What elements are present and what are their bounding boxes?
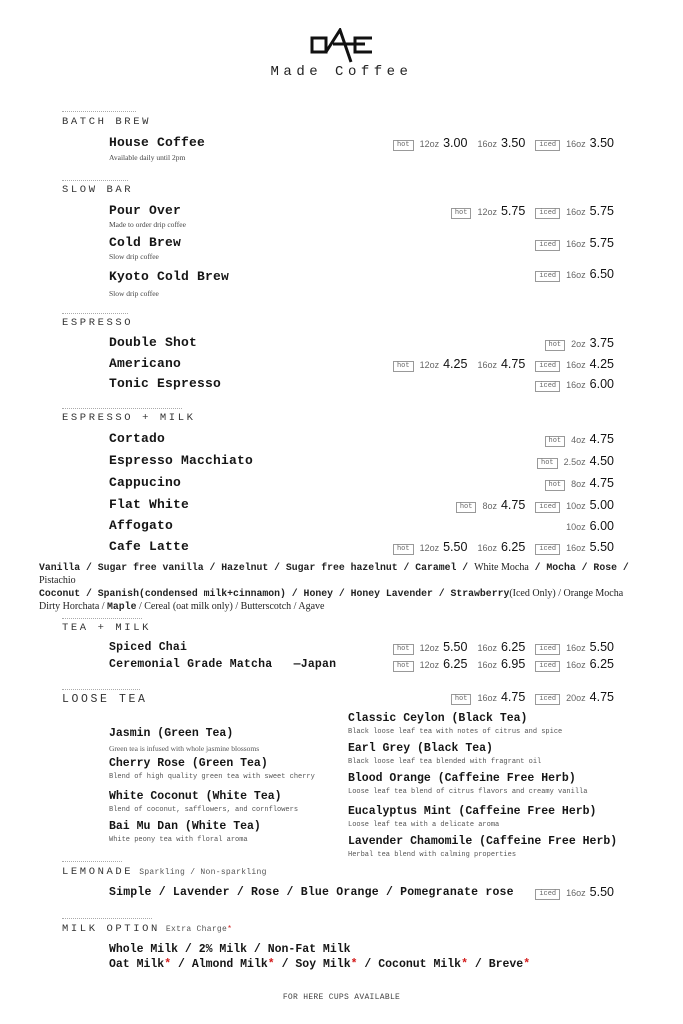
size: 2.5oz [563, 457, 586, 467]
tea-name: Earl Grey (Black Tea) [348, 742, 493, 755]
price: 4.25 [589, 357, 614, 371]
price: 4.75 [589, 690, 614, 704]
menu-item-desc: Made to order drip coffee [109, 220, 186, 229]
syrup-text: (Iced Only) / Orange Mocha [509, 588, 624, 599]
section-title-text: MILK OPTION [62, 923, 160, 935]
brand-logo [0, 28, 683, 64]
price: 6.25 [589, 657, 614, 671]
section-decoration [62, 111, 136, 114]
hot-tag: hot [393, 661, 414, 672]
menu-item-name: Flat White [109, 497, 190, 512]
iced-tag: iced [535, 502, 560, 513]
menu-item-name: Cold Brew [109, 235, 182, 250]
price: 5.00 [589, 498, 614, 512]
menu-item-name: Spiced Chai [109, 641, 188, 654]
size: 20oz [566, 693, 586, 703]
menu-item-name: Tonic Espresso [109, 376, 222, 391]
tea-desc: Blend of coconut, safflowers, and cornflowers [109, 806, 299, 814]
price: 4.75 [500, 498, 526, 512]
price-block [535, 885, 614, 901]
section-subtitle [166, 925, 232, 934]
iced-tag: iced [535, 240, 560, 251]
price: 5.50 [589, 885, 614, 899]
hot-tag: hot [393, 544, 414, 555]
price-block [566, 519, 614, 533]
size: 4oz [571, 435, 586, 445]
iced-tag: iced [535, 381, 560, 392]
size: 16oz [566, 660, 586, 670]
syrup-text: Coconut / Spanish(condensed milk+cinnamon) / Honey / Honey Lavender / Strawberry [39, 588, 510, 599]
price: 5.50 [443, 640, 468, 654]
tea-desc: White peony tea with floral aroma [109, 836, 248, 844]
menu-item-name: Cappucino [109, 475, 182, 490]
section-decoration [62, 313, 128, 316]
syrup-line [39, 600, 649, 613]
size: 12oz [419, 643, 440, 653]
menu-item-name: Double Shot [109, 335, 198, 350]
price-block [535, 236, 614, 252]
milk-option: Breve [488, 958, 524, 971]
section-subtitle: Sparkling / Non-sparkling [139, 868, 267, 877]
tea-desc: Black loose leaf tea blended with fragrant oil [348, 758, 542, 766]
menu-item-name: Ceremonial Grade Matcha —Japan [109, 658, 337, 671]
size: 16oz [477, 543, 497, 553]
syrup-text: Dirty Horchata / [39, 601, 108, 612]
menu-item-name: Cafe Latte [109, 539, 190, 554]
menu-item-name: Espresso Macchiato [109, 453, 254, 468]
size: 16oz [566, 380, 586, 390]
iced-tag: iced [535, 644, 560, 655]
price: 5.50 [589, 640, 614, 654]
size: 12oz [419, 660, 440, 670]
section-decoration [62, 618, 142, 621]
size: 16oz [566, 643, 586, 653]
menu-item-name: House Coffee [109, 135, 206, 150]
size: 16oz [477, 139, 497, 149]
menu-item-name: Americano [109, 356, 182, 371]
asterisk-icon: * [164, 958, 172, 971]
size: 12oz [419, 360, 440, 370]
menu-item-desc: Slow drip coffee [109, 252, 159, 261]
size: 16oz [566, 207, 586, 217]
price-block [545, 476, 614, 492]
tea-name: Eucalyptus Mint (Caffeine Free Herb) [348, 805, 597, 818]
price: 6.95 [500, 657, 526, 671]
tea-desc: Green tea is infused with whole jasmine blossoms [109, 744, 260, 753]
hot-tag: hot [451, 694, 472, 705]
price-block [393, 540, 614, 556]
price: 3.50 [589, 136, 614, 150]
price-block [393, 640, 614, 656]
price: 4.75 [589, 432, 614, 446]
size: 8oz [571, 479, 586, 489]
syrup-text: Maple [107, 601, 137, 612]
price: 3.75 [589, 336, 614, 350]
asterisk-icon: * [523, 958, 531, 971]
tea-name: White Coconut (White Tea) [109, 790, 282, 803]
section-decoration [62, 408, 182, 411]
hot-tag: hot [393, 644, 414, 655]
hot-tag: hot [456, 502, 477, 513]
iced-tag: iced [535, 208, 560, 219]
hot-tag: hot [451, 208, 472, 219]
menu-item-desc: Available daily until 2pm [109, 153, 186, 162]
price-block [537, 454, 614, 470]
footer-note: FOR HERE CUPS AVAILABLE [282, 993, 401, 1002]
dac-logo-icon [309, 28, 375, 64]
price: 5.75 [589, 204, 614, 218]
syrup-text: Vanilla / Sugar free vanilla / Hazelnut / Sugar free hazelnut / Caramel / [39, 562, 475, 573]
price: 3.50 [500, 136, 526, 150]
price: 4.50 [589, 454, 614, 468]
section-title-milk-option [62, 923, 232, 935]
extra-milk-list [109, 958, 530, 971]
size: 10oz [566, 501, 586, 511]
size: 16oz [566, 543, 586, 553]
size: 2oz [571, 339, 586, 349]
price-block [535, 267, 614, 283]
tea-name: Bai Mu Dan (White Tea) [109, 820, 261, 833]
size: 16oz [477, 360, 497, 370]
hot-tag: hot [537, 458, 558, 469]
menu-item-name: Pour Over [109, 203, 182, 218]
price: 6.00 [589, 377, 614, 391]
section-decoration [62, 861, 122, 864]
price: 6.00 [589, 519, 614, 533]
subtitle-text: Extra Charge [165, 925, 228, 934]
asterisk-icon: * [267, 958, 275, 971]
price-block [393, 357, 614, 373]
price: 5.75 [589, 236, 614, 250]
syrup-line [39, 561, 649, 587]
iced-tag: iced [535, 694, 560, 705]
size: 16oz [566, 270, 586, 280]
price: 6.25 [500, 540, 526, 554]
iced-tag: iced [535, 661, 560, 672]
price: 4.75 [500, 357, 526, 371]
tea-desc: Herbal tea blend with calming properties [348, 851, 517, 859]
asterisk-icon: * [350, 958, 358, 971]
menu-item-name: Cortado [109, 431, 166, 446]
size: 16oz [566, 888, 586, 898]
price: 3.00 [443, 136, 468, 150]
syrup-text: White Mocha [474, 562, 529, 573]
tea-name: Classic Ceylon (Black Tea) [348, 712, 528, 725]
hot-tag: hot [545, 340, 566, 351]
size: 8oz [482, 501, 497, 511]
size: 12oz [477, 207, 497, 217]
price: 6.50 [589, 267, 614, 281]
section-title-lemonade [62, 866, 267, 878]
milk-option: Oat Milk [109, 958, 165, 971]
size: 12oz [419, 139, 440, 149]
menu-item-desc: Slow drip coffee [109, 289, 159, 298]
iced-tag: iced [535, 544, 560, 555]
section-title-espresso: ESPRESSO [62, 317, 134, 329]
size: 16oz [477, 643, 497, 653]
milk-option: Almond Milk [191, 958, 268, 971]
hot-tag: hot [393, 361, 414, 372]
section-decoration [62, 918, 152, 921]
iced-tag: iced [535, 271, 560, 282]
standard-milk-list: Whole Milk / 2% Milk / Non-Fat Milk [109, 943, 351, 956]
asterisk-icon: * [227, 925, 233, 934]
size: 12oz [419, 543, 440, 553]
separator: / [171, 958, 192, 971]
size: 16oz [566, 139, 586, 149]
price: 5.75 [500, 204, 526, 218]
price-block [451, 690, 614, 706]
hot-tag: hot [393, 140, 414, 151]
iced-tag: iced [535, 889, 560, 900]
section-title-batch-brew: BATCH BREW [62, 116, 152, 128]
size: 16oz [477, 660, 497, 670]
size: 16oz [477, 693, 497, 703]
syrup-text: Pistachio [39, 575, 76, 586]
tea-name: Jasmin (Green Tea) [109, 727, 234, 740]
milk-option: Soy Milk [295, 958, 351, 971]
price-block [393, 136, 614, 152]
hot-tag: hot [545, 480, 566, 491]
syrup-text: / Cereal (oat milk only) / Butterscotch / Agave [136, 601, 325, 612]
syrup-text: / Mocha / Rose / [528, 562, 629, 573]
lemonade-flavors: Simple / Lavender / Rose / Blue Orange / Pomegranate rose [109, 886, 514, 899]
price-block [456, 498, 614, 514]
separator: / [467, 958, 489, 971]
tea-name: Blood Orange (Caffeine Free Herb) [348, 772, 576, 785]
price: 6.25 [443, 657, 468, 671]
tea-desc: Blend of high quality green tea with sweet cherry [109, 773, 315, 781]
menu-item-name: Affogato [109, 518, 174, 533]
price-block [535, 377, 614, 393]
section-title-loose-tea: LOOSE TEA [62, 693, 148, 706]
section-title-text: LEMONADE [62, 866, 134, 878]
hot-tag: hot [545, 436, 566, 447]
separator: / [357, 958, 379, 971]
price-block [393, 657, 614, 673]
iced-tag: iced [535, 361, 560, 372]
size: 16oz [566, 360, 586, 370]
separator: / [274, 958, 296, 971]
section-decoration [62, 689, 140, 692]
section-title-tea-milk: TEA + MILK [62, 622, 152, 634]
price-block [545, 432, 614, 448]
price: 5.50 [589, 540, 614, 554]
price-block [545, 336, 614, 352]
section-title-espresso-milk: ESPRESSO + MILK [62, 412, 196, 424]
iced-tag: iced [535, 140, 560, 151]
tea-name: Cherry Rose (Green Tea) [109, 757, 268, 770]
brand-name: Made Coffee [270, 64, 413, 80]
tea-desc: Loose leaf tea blend of citrus flavors and creamy vanilla [348, 788, 588, 796]
tea-name: Lavender Chamomile (Caffeine Free Herb) [348, 835, 618, 848]
tea-desc: Loose leaf tea with a delicate aroma [348, 821, 500, 829]
price-block [451, 204, 614, 220]
price: 6.25 [500, 640, 526, 654]
price: 4.75 [589, 476, 614, 490]
syrup-line [39, 587, 649, 600]
price: 4.75 [500, 690, 526, 704]
size: 10oz [566, 522, 586, 532]
milk-option: Coconut Milk [378, 958, 462, 971]
size: 16oz [566, 239, 586, 249]
price: 4.25 [443, 357, 468, 371]
tea-desc: Black loose leaf tea with notes of citrus and spice [348, 728, 563, 736]
menu-item-name: Kyoto Cold Brew [109, 269, 230, 284]
section-decoration [62, 180, 128, 183]
syrup-flavor-list [39, 561, 649, 613]
section-title-slow-bar: SLOW BAR [62, 184, 134, 196]
price: 5.50 [443, 540, 468, 554]
asterisk-icon: * [461, 958, 468, 971]
